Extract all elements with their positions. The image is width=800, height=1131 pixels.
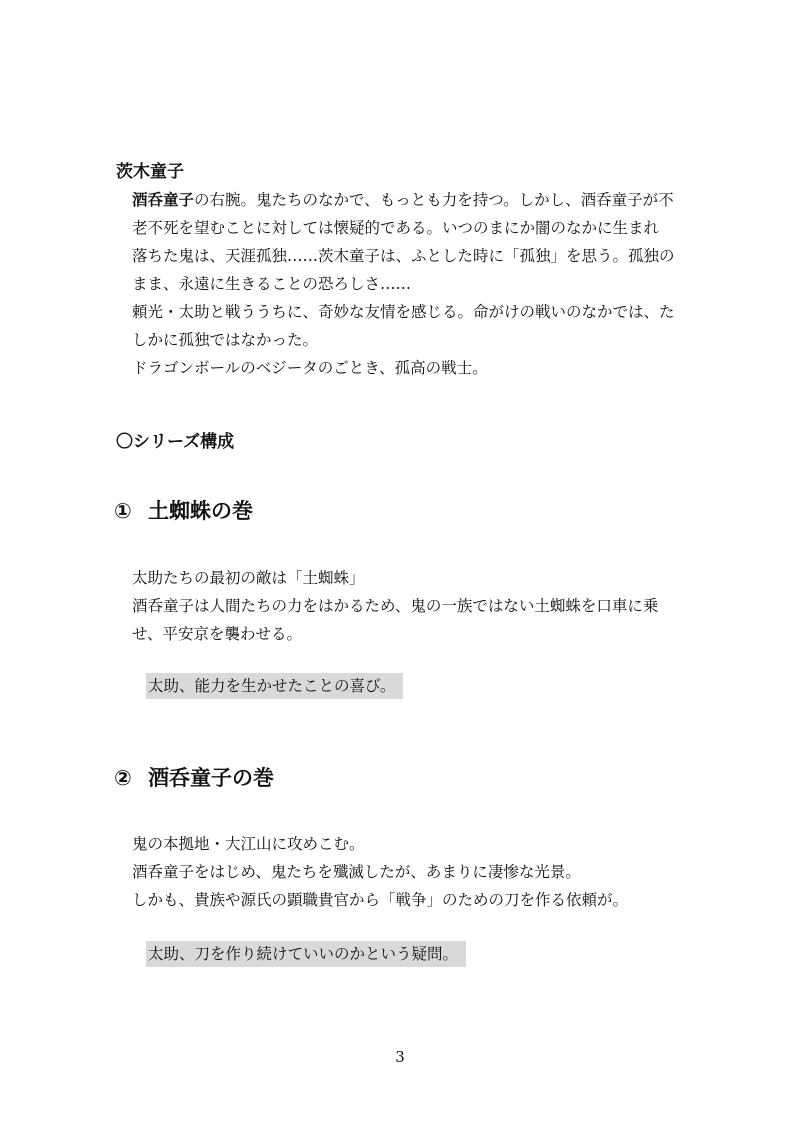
chapter-line: せ、平安京を襲わせる。 [132, 625, 303, 643]
chapter-number: ① [114, 499, 132, 523]
chapter-number: ② [114, 766, 132, 790]
description-line: まま、永遠に生きることの恐ろしさ…… [132, 275, 412, 293]
chapter-line: 太助たちの最初の敵は「土蜘蛛」 [132, 569, 365, 587]
character-description [132, 186, 675, 382]
chapter-line: 酒呑童子は人間たちの力をはかるため、鬼の一族ではない土蜘蛛を口車に乗 [132, 597, 659, 615]
chapter-line: 鬼の本拠地・大江山に攻めこむ。 [132, 835, 365, 853]
chapter-highlight: 太助、能力を生かせたことの喜び。 [146, 673, 403, 699]
bold-name: 酒呑童子 [132, 191, 195, 209]
chapter-title-text: 酒呑童子の巻 [148, 766, 274, 790]
chapter-title [114, 496, 253, 526]
series-heading: 〇シリーズ構成 [116, 432, 235, 452]
chapter-body [132, 830, 628, 914]
description-line: 老不死を望むことに対しては懐疑的である。いつのまにか闇のなかに生まれ [132, 219, 660, 237]
description-line [132, 186, 675, 214]
description-line-rest: の右腕。鬼たちのなかで、もっとも力を持つ。しかし、酒呑童子が不 [194, 191, 674, 209]
character-name-heading: 茨木童子 [116, 162, 184, 182]
chapter-line: 酒呑童子をはじめ、鬼たちを殲滅したが、あまりに凄惨な光景。 [132, 863, 581, 881]
chapter-highlight: 太助、刀を作り続けていいのかという疑問。 [146, 941, 466, 967]
chapter-body [132, 564, 658, 648]
description-line: 頼光・太助と戦ううちに、奇妙な友情を感じる。命がけの戦いのなかでは、た [132, 303, 675, 321]
description-line: ドラゴンボールのベジータのごとき、孤高の戦士。 [132, 359, 488, 377]
description-line: しかに孤独ではなかった。 [132, 331, 319, 349]
chapter-title-text: 土蜘蛛の巻 [148, 499, 253, 523]
description-line: 落ちた鬼は、天涯孤独……茨木童子は、ふとした時に「孤独」を思う。孤独の [132, 247, 675, 265]
chapter-title [114, 763, 274, 793]
chapter-line: しかも、貴族や源氏の顕職貴官から「戦争」のための刀を作る依頼が。 [132, 891, 629, 909]
page-number: 3 [395, 1048, 405, 1066]
